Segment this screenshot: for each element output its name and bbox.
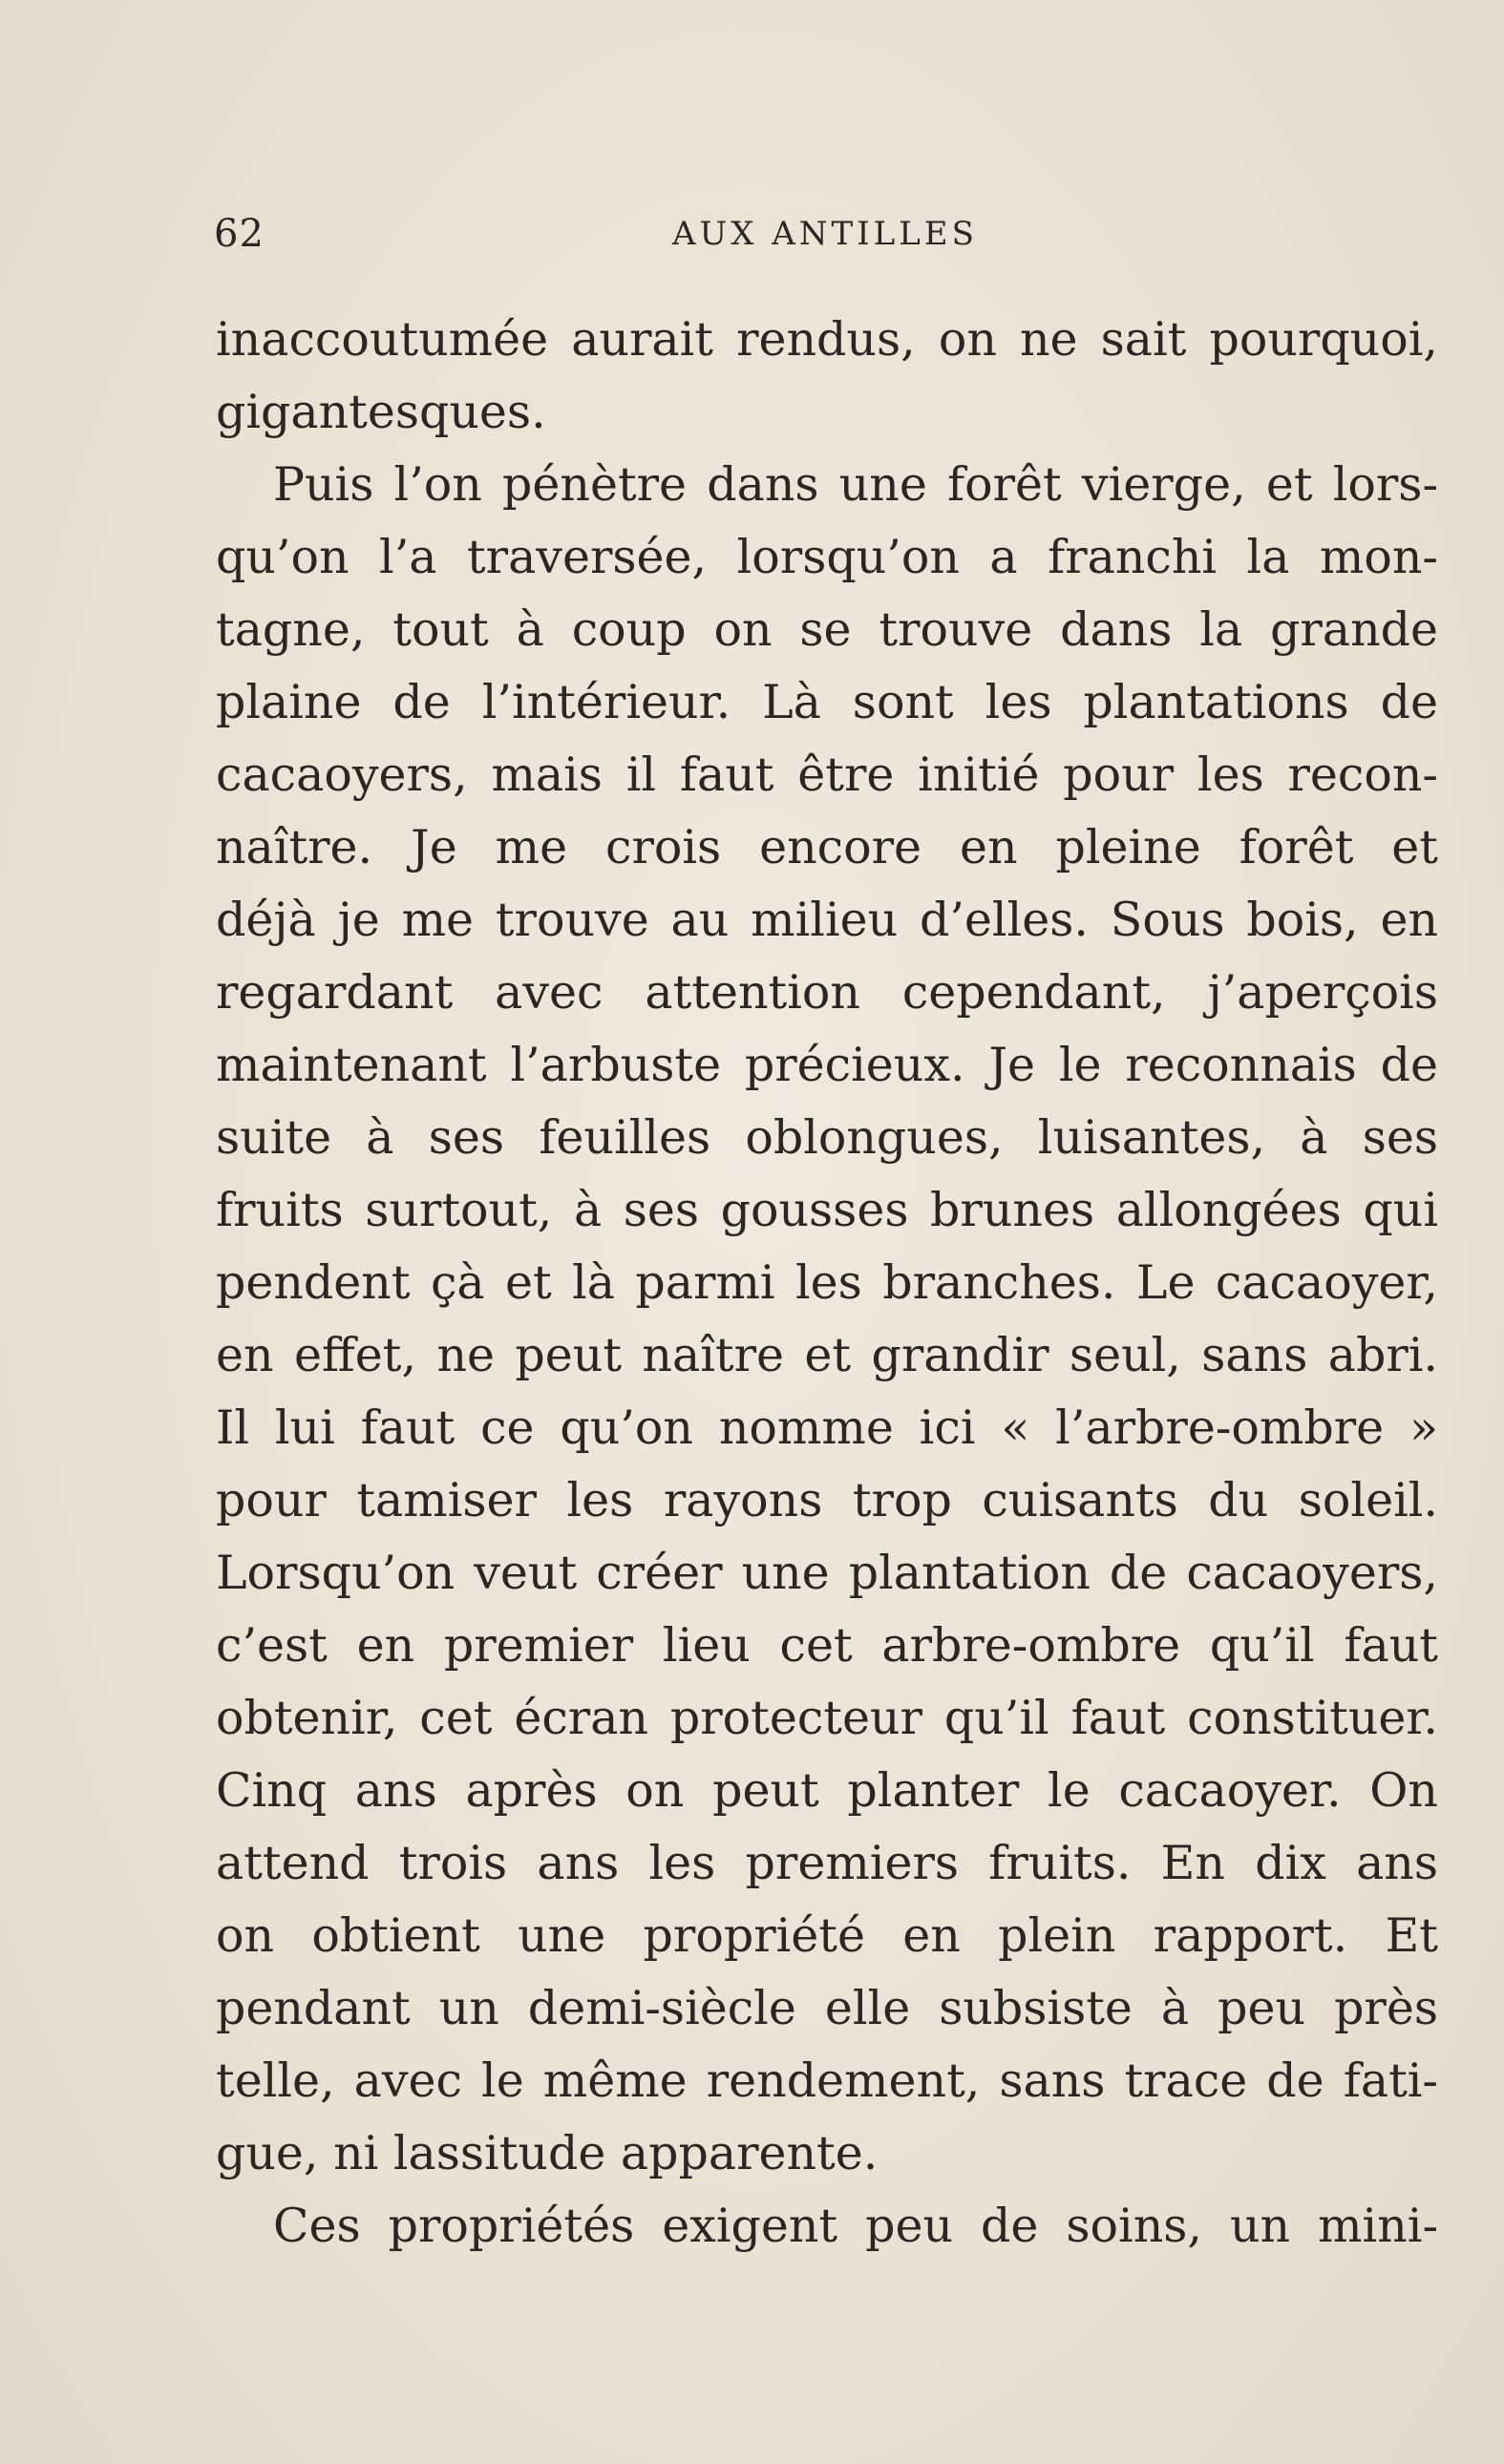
text-line: gigantesques. — [216, 385, 546, 439]
text-line: Cinq ans après on peut planter le cacaoyer. On — [216, 1763, 1438, 1818]
text-line: qu’on l’a traversée, lorsqu’on a franchi la mon- — [216, 530, 1438, 584]
text-line: Il lui faut ce qu’on nomme ici « l’arbre-ombre » — [216, 1400, 1438, 1455]
text-line: suite à ses feuilles oblongues, luisantes, à ses — [216, 1110, 1438, 1165]
page-number: 62 — [214, 212, 265, 256]
text-line: on obtient une propriété en plein rapport. Et — [216, 1908, 1438, 1963]
page-header — [214, 205, 1446, 263]
text-line: fruits surtout, à ses gousses brunes allongées qui — [216, 1183, 1438, 1237]
text-line: inaccoutumée aurait rendus, on ne sait pourquoi, — [216, 312, 1438, 367]
text-line: c’est en premier lieu cet arbre-ombre qu’il faut — [216, 1618, 1438, 1673]
text-line: pendant un demi-siècle elle subsiste à peu près — [216, 1981, 1438, 2035]
text-line: gue, ni lassitude apparente. — [216, 2126, 879, 2180]
text-line: regardant avec attention cependant, j’aperçois — [216, 965, 1438, 1020]
text-line: attend trois ans les premiers fruits. En dix ans — [216, 1836, 1438, 1890]
text-line: plaine de l’intérieur. Là sont les plantations de — [216, 675, 1438, 729]
running-title: AUX ANTILLES — [672, 215, 978, 253]
text-line: pour tamiser les rayons trop cuisants du soleil. — [216, 1473, 1438, 1527]
text-line: maintenant l’arbuste précieux. Je le reconnais de — [216, 1038, 1438, 1092]
text-line: Lorsqu’on veut créer une plantation de cacaoyers, — [216, 1546, 1438, 1600]
paragraph-start-line: Puis l’on pénètre dans une forêt vierge, et lors- — [273, 457, 1438, 512]
text-line: tagne, tout à coup on se trouve dans la grande — [216, 602, 1438, 657]
text-line: en effet, ne peut naître et grandir seul, sans abri. — [216, 1328, 1438, 1382]
text-line: obtenir, cet écran protecteur qu’il faut constituer. — [216, 1691, 1438, 1745]
text-line: déjà je me trouve au milieu d’elles. Sous bois, en — [216, 893, 1438, 947]
text-line: naître. Je me crois encore en pleine forêt et — [216, 820, 1438, 874]
paragraph-start-line: Ces propriétés exigent peu de soins, un mini- — [273, 2199, 1438, 2253]
body-text — [216, 304, 1438, 2263]
text-line: cacaoyers, mais il faut être initié pour les recon- — [216, 748, 1438, 802]
text-line: telle, avec le même rendement, sans trace de fati- — [216, 2053, 1438, 2108]
text-line: pendent çà et là parmi les branches. Le cacaoyer, — [216, 1255, 1438, 1310]
